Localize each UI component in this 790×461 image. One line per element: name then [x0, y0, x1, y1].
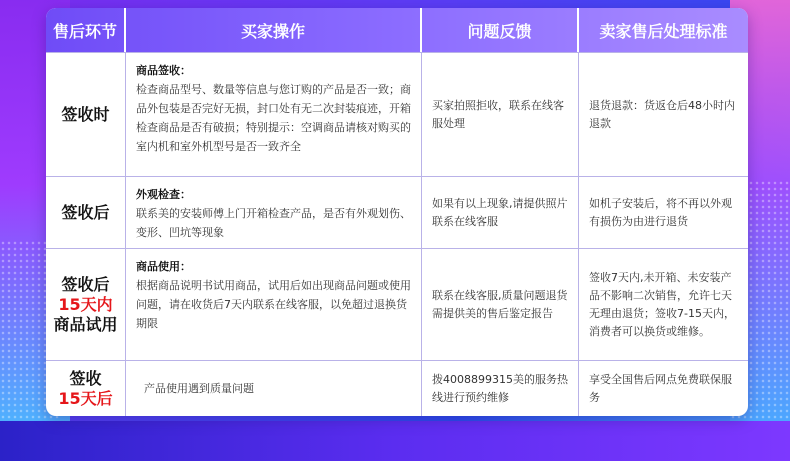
feedback-text: 买家拍照拒收，联系在线客服处理 — [432, 98, 564, 130]
header-feedback: 问题反馈 — [422, 8, 579, 52]
stage-label: 签收后 — [61, 202, 110, 222]
feedback-text: 拨4008899315美的服务热线进行预约维修 — [432, 372, 568, 404]
feedback-cell — [422, 177, 579, 248]
table-row — [46, 248, 748, 360]
feedback-cell — [422, 249, 579, 360]
buyer-action-cell — [126, 361, 422, 416]
table-row — [46, 52, 748, 176]
feedback-text: 联系在线客服,质量问题退货需提供美的售后鉴定报告 — [432, 288, 568, 320]
header-buyer-action: 买家操作 — [126, 8, 422, 52]
buyer-action-cell — [126, 53, 422, 176]
stage-days-label: 15天内 — [58, 294, 113, 314]
stage-label: 签收时 — [61, 104, 110, 124]
stage-sub-label: 商品试用 — [53, 314, 118, 334]
buyer-action-text: 联系美的安装师傅上门开箱检查产品，是否有外观划伤、变形、凹坑等现象 — [136, 207, 411, 239]
buyer-action-text: 根据商品说明书试用商品，试用后如出现商品问题或使用问题，请在收货后7天内联系在线客服，以免超过退换货期限 — [136, 279, 411, 330]
standard-text: 享受全国售后网点免费联保服务 — [589, 372, 732, 404]
stage-label: 签收 — [69, 368, 102, 388]
table-row — [46, 360, 748, 416]
feedback-text: 如果有以上现象,请提供照片联系在线客服 — [432, 196, 568, 228]
stage-cell — [46, 177, 126, 248]
buyer-action-cell — [126, 249, 422, 360]
standard-text: 如机子安装后，将不再以外观有损伤为由进行退货 — [589, 196, 732, 228]
standard-cell — [579, 177, 748, 248]
standard-text: 退货退款：货返仓后48小时内退款 — [589, 98, 735, 130]
standard-cell — [579, 53, 748, 176]
standard-text: 签收7天内,未开箱、未安装产品不影响二次销售，允许七天无理由退货；签收7-15天内，消费者可以换货或维修。 — [589, 270, 735, 338]
feedback-cell — [422, 53, 579, 176]
buyer-action-cell — [126, 177, 422, 248]
buyer-action-title: 商品签收： — [136, 64, 191, 77]
stage-cell — [46, 249, 126, 360]
stage-days-label: 15天后 — [58, 388, 113, 408]
header-seller-standard: 卖家售后处理标准 — [599, 21, 728, 41]
feedback-cell — [422, 361, 579, 416]
standard-cell — [579, 249, 748, 360]
buyer-action-title: 商品使用： — [136, 260, 191, 273]
table-row — [46, 176, 748, 248]
buyer-action-text: 产品使用遇到质量问题 — [144, 381, 254, 395]
standard-cell — [579, 361, 748, 416]
buyer-action-title: 外观检查： — [136, 188, 191, 201]
header-stage: 售后环节 — [46, 8, 126, 52]
stage-cell — [46, 361, 126, 416]
after-sales-table — [46, 8, 748, 416]
buyer-action-text: 检查商品型号、数量等信息与您订购的产品是否一致；商品外包装是否完好无损，封口处有无二次封装痕迹，开箱检查商品是否有破损；特别提示：空调商品请核对购买的室内机和室外机型号是否一致齐全 — [136, 83, 411, 153]
stage-cell — [46, 53, 126, 176]
table-header — [46, 8, 748, 52]
stage-label: 签收后 — [61, 274, 110, 294]
bottom-gradient-bar — [0, 421, 790, 461]
